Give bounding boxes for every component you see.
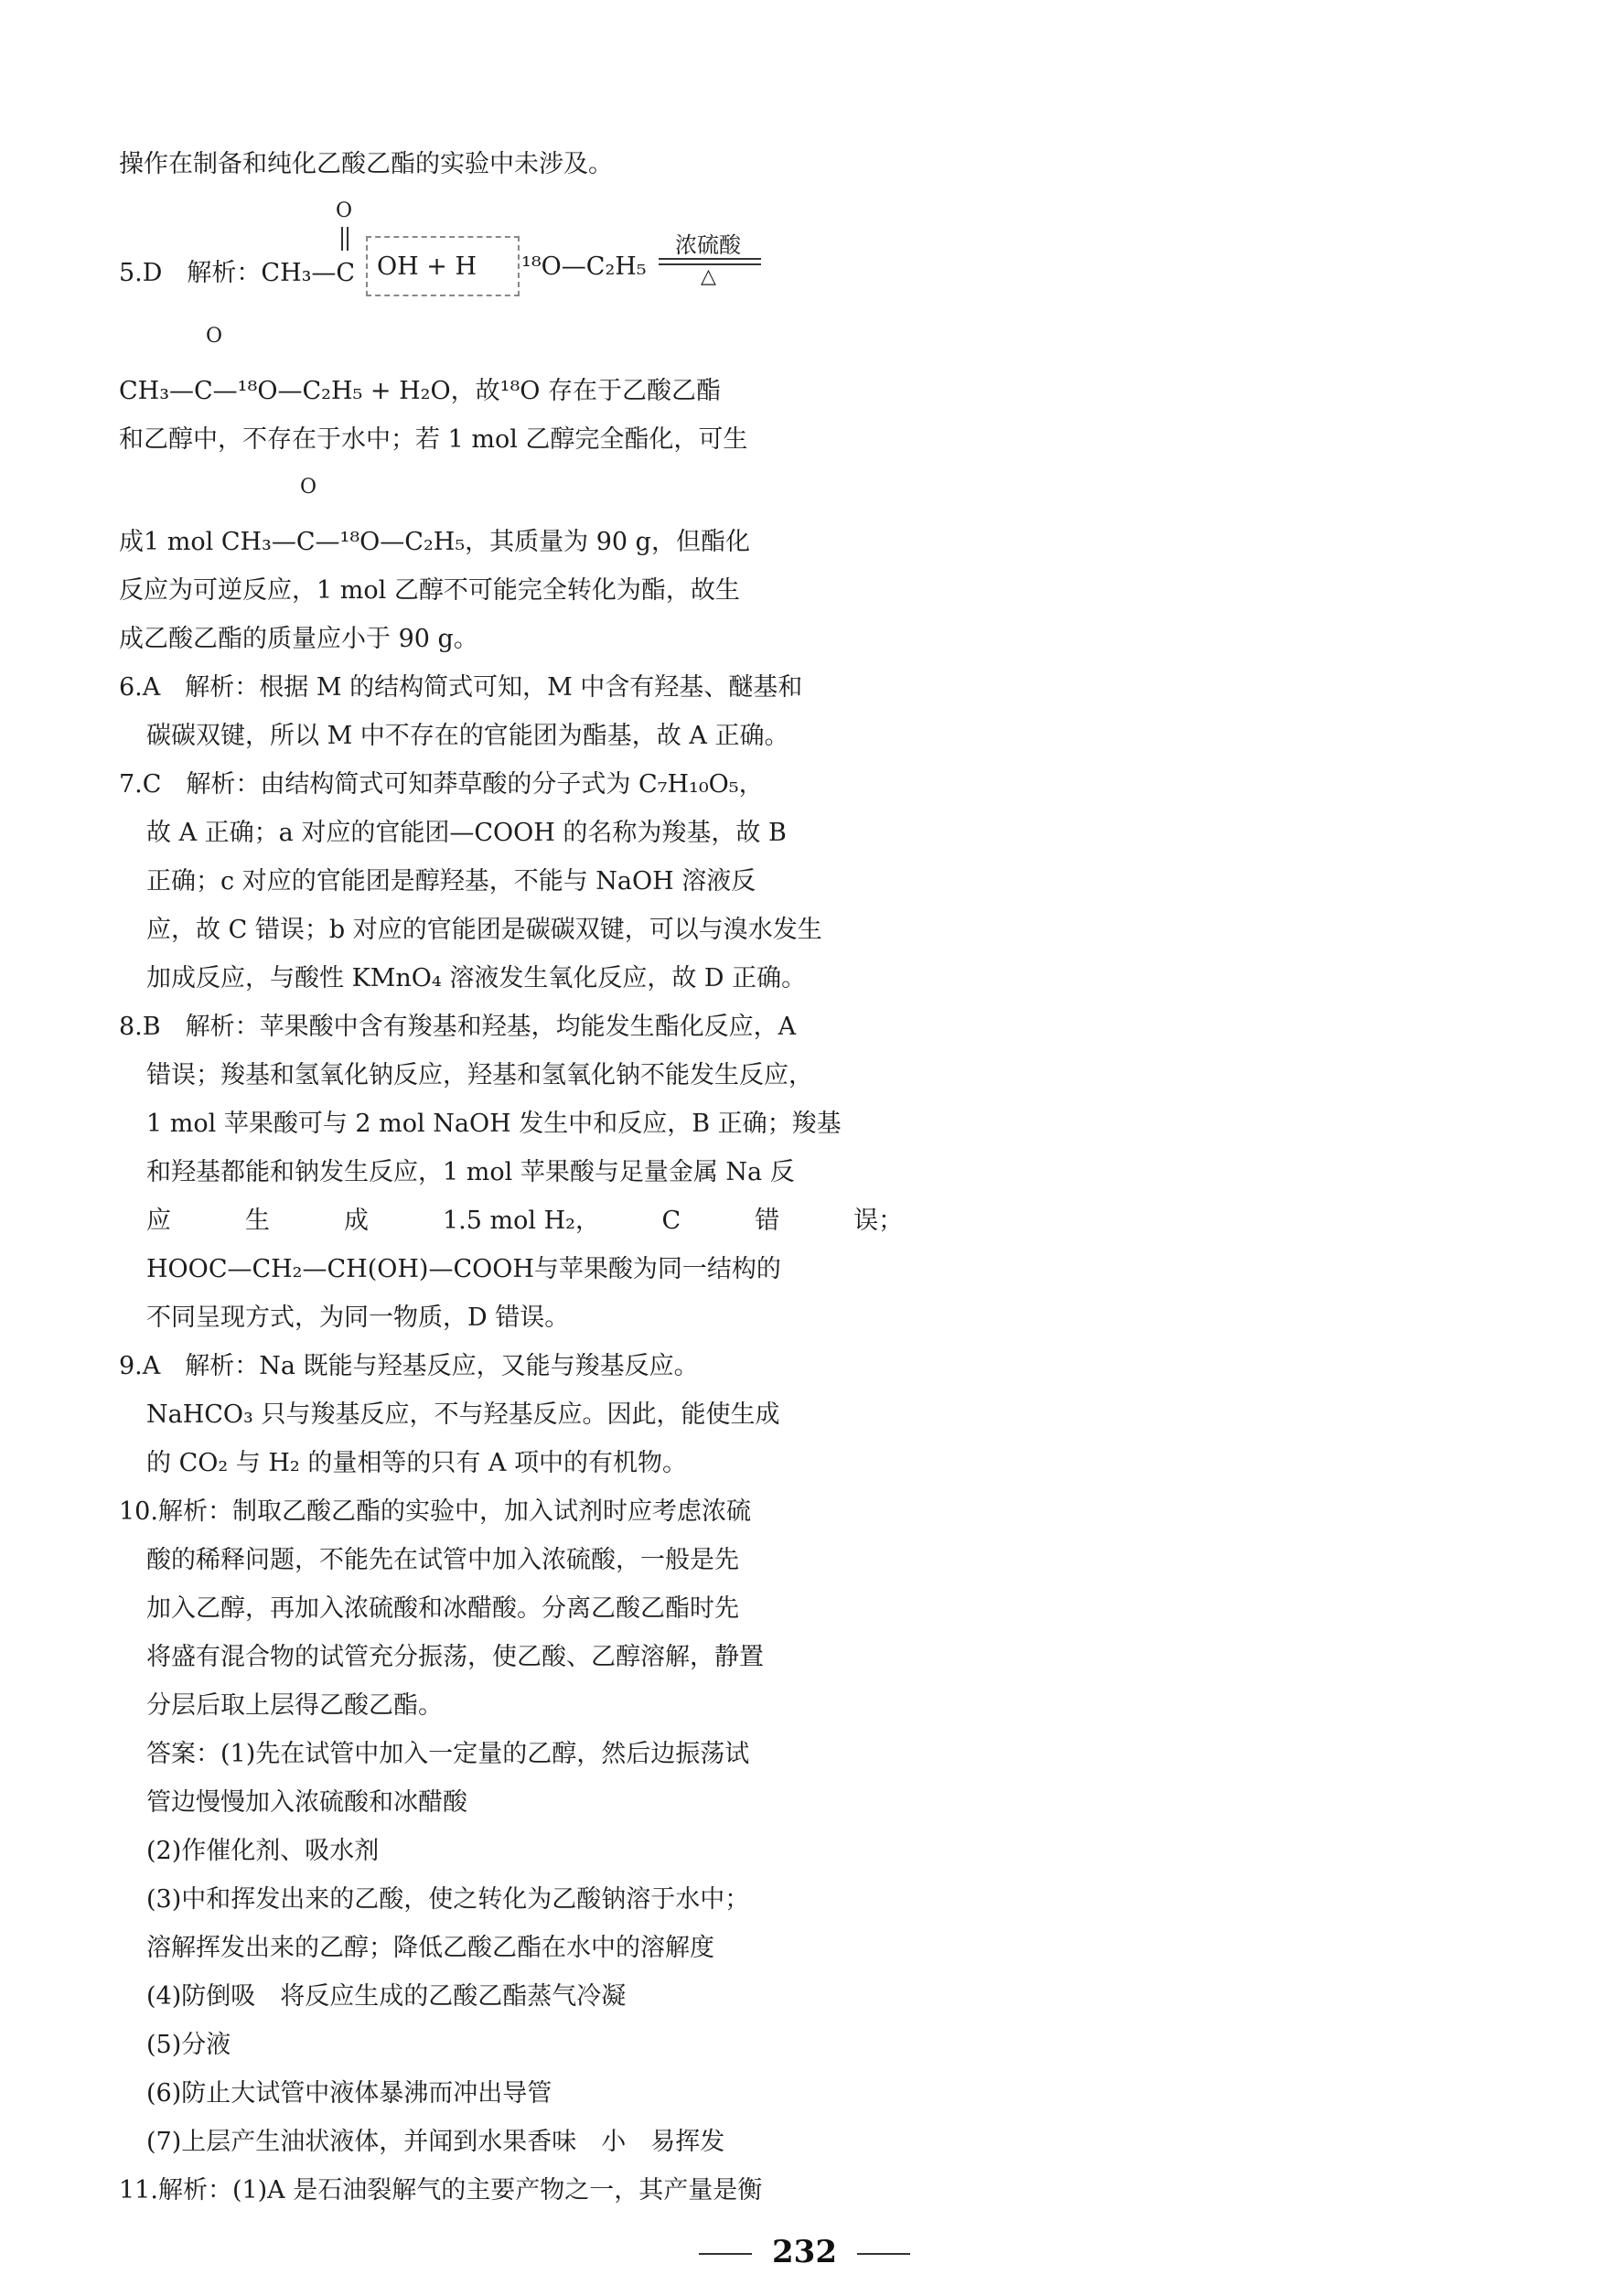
text-line: NaHCO₃ 只与羧基反应，不与羟基反应。因此，能使生成 <box>146 1400 780 1429</box>
page-number-dash <box>699 2253 752 2255</box>
text-line: 碳碳双键，所以 M 中不存在的官能团为酯基，故 A 正确。 <box>146 722 789 750</box>
text-line: 将盛有混合物的试管充分振荡，使乙酸、乙醇溶解，静置 <box>146 1643 764 1671</box>
text-line: 加成反应，与酸性 KMnO₄ 溶液发生氧化反应，故 D 正确。 <box>146 964 807 992</box>
text-line: (5)分液 <box>146 2031 231 2059</box>
text-line: 反应为可逆反应，1 mol 乙醇不可能完全转化为酯，故生 <box>119 576 740 605</box>
text-line: 1 mol 苹果酸可与 2 mol NaOH 发生中和反应，B 正确；羧基 <box>146 1110 842 1138</box>
reaction-arrow <box>659 227 764 291</box>
text-line: (3)中和挥发出来的乙酸，使之转化为乙酸钠溶于水中； <box>146 1885 750 1914</box>
text-line: 8.B 解析：苹果酸中含有羧基和羟基，均能发生酯化反应，A <box>119 1013 797 1041</box>
text-line: 酸的稀释问题，不能先在试管中加入浓硫酸，一般是先 <box>146 1546 739 1574</box>
text-line: 和羟基都能和钠发生反应，1 mol 苹果酸与足量金属 Na 反 <box>146 1158 795 1186</box>
text-line: (6)防止大试管中液体暴沸而冲出导管 <box>146 2079 552 2108</box>
carbonyl-oxygen: O <box>206 325 223 348</box>
text-line: 和乙醇中，不存在于水中；若 1 mol 乙醇完全酯化，可生 <box>119 425 748 454</box>
ester-equation-5 <box>119 199 778 300</box>
arrow-heat: △ <box>701 265 716 288</box>
page-number-value: 232 <box>772 2234 837 2270</box>
text-line: 答案：(1)先在试管中加入一定量的乙醇，然后边振荡试 <box>146 1740 750 1768</box>
text-line: HOOC—CH₂—CH(OH)—COOH与苹果酸为同一结构的 <box>146 1255 781 1283</box>
double-bond <box>347 227 349 251</box>
carbonyl-oxygen: O <box>336 199 353 222</box>
text-line: 管边慢慢加入浓硫酸和冰醋酸 <box>146 1788 467 1817</box>
text-line: (2)作催化剂、吸水剂 <box>146 1837 380 1865</box>
text-line: 加入乙醇，再加入浓硫酸和冰醋酸。分离乙酸乙酯时先 <box>146 1594 739 1623</box>
eq-prefix: 5.D 解析：CH₃—C <box>119 259 356 287</box>
eq-oh: OH + H <box>377 252 477 281</box>
text-line: 的 CO₂ 与 H₂ 的量相等的只有 A 项中的有机物。 <box>146 1449 687 1477</box>
text-line: 错误；羧基和氢氧化钠反应，羟基和氢氧化钠不能发生反应， <box>146 1061 813 1089</box>
text-line: 10.解析：制取乙酸乙酯的实验中，加入试剂时应考虑浓硫 <box>119 1497 751 1526</box>
text-line: 操作在制备和纯化乙酸乙酯的实验中未涉及。 <box>119 150 613 178</box>
text-line: CH₃—C—¹⁸O—C₂H₅ + H₂O，故¹⁸O 存在于乙酸乙酯 <box>119 377 721 405</box>
text-line: 正确；c 对应的官能团是醇羟基，不能与 NaOH 溶液反 <box>146 867 756 896</box>
text-line: 9.A 解析：Na 既能与羟基反应，又能与羧基反应。 <box>119 1352 699 1380</box>
carbonyl-oxygen: O <box>300 476 317 499</box>
page-number <box>0 2234 1609 2270</box>
arrow-reagent: 浓硫酸 <box>675 232 741 258</box>
text-line: 成1 mol CH₃—C—¹⁸O—C₂H₅，其质量为 90 g，但酯化 <box>119 528 750 556</box>
page-number-dash <box>857 2253 910 2255</box>
arrow-bar <box>659 258 761 260</box>
text-line: 成乙酸乙酯的质量应小于 90 g。 <box>119 625 478 653</box>
eq-o18: ¹⁸O—C₂H₅ <box>521 252 647 281</box>
text-line: 应 生 成 1.5 mol H₂， C 错 误； <box>146 1207 904 1235</box>
double-bond <box>341 227 343 251</box>
text-line: (7)上层产生油状液体，并闻到水果香味 小 易挥发 <box>146 2128 725 2156</box>
text-line: 11.解析：(1)A 是石油裂解气的主要产物之一，其产量是衡 <box>119 2176 763 2205</box>
text-line: 不同呈现方式，为同一物质，D 错误。 <box>146 1304 570 1332</box>
text-line: (4)防倒吸 将反应生成的乙酸乙酯蒸气冷凝 <box>146 1982 627 2011</box>
text-line: 故 A 正确；a 对应的官能团—COOH 的名称为羧基，故 B <box>146 819 787 847</box>
text-line: 应，故 C 错误；b 对应的官能团是碳碳双键，可以与溴水发生 <box>146 916 822 944</box>
text-line: 6.A 解析：根据 M 的结构简式可知，M 中含有羟基、醚基和 <box>119 673 803 702</box>
text-line: 分层后取上层得乙酸乙酯。 <box>146 1691 443 1720</box>
text-line: 溶解挥发出来的乙醇；降低乙酸乙酯在水中的溶解度 <box>146 1934 714 1962</box>
text-line: 7.C 解析：由结构简式可知莽草酸的分子式为 C₇H₁₀O₅， <box>119 770 764 799</box>
